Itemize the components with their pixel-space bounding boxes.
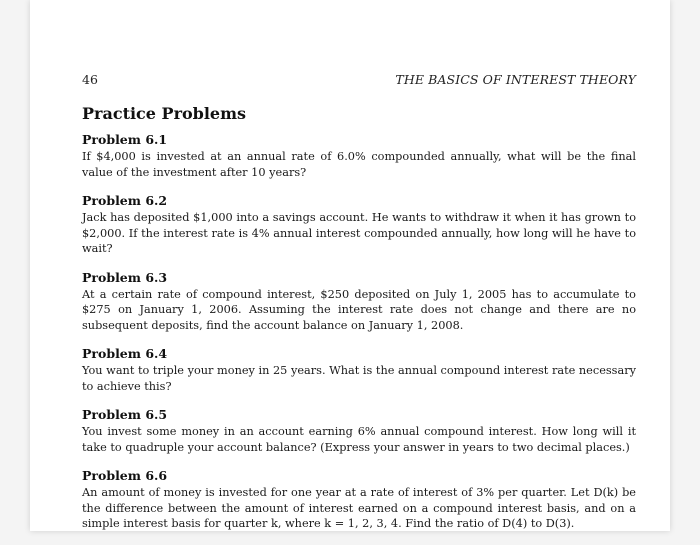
problem-6-2	[82, 193, 636, 257]
problem-title: Problem 6.3	[82, 269, 168, 285]
document-page	[30, 0, 670, 531]
problem-title: Problem 6.2	[82, 193, 168, 208]
problem-list	[82, 132, 636, 545]
page-number: 46	[82, 72, 98, 87]
problem-text: If $4,000 is invested at an annual rate of 6.0% compounded annually, what will be the final value of the investment after 10 years?	[82, 150, 636, 179]
problem-title: Problem 6.5	[82, 407, 168, 422]
problem-title: Problem 6.1	[82, 132, 168, 147]
problem-6-6	[82, 468, 636, 532]
problem-text: You want to triple your money in 25 years. What is the annual compound interest rate necessary to achieve this?	[82, 364, 636, 393]
problem-text: Jack has deposited $1,000 into a savings account. He wants to withdraw it when it has grown to $2,000. If the interest rate is 4% annual interest compounded annually, how long will he have to wait?	[82, 211, 636, 255]
problem-title: Problem 6.4	[82, 346, 168, 361]
running-head: THE BASICS OF INTEREST THEORY	[395, 72, 636, 87]
problem-6-4	[82, 346, 636, 394]
section-title: Practice Problems	[82, 104, 247, 123]
problem-6-1	[82, 132, 636, 180]
problem-6-5	[82, 407, 636, 455]
problem-text: At a certain rate of compound interest, $250 deposited on July 1, 2005 has to accumulate to $275 on January 1, 2006. Assuming the interest rate does not change and there are no subsequent deposits, find the account balance on January 1, 2008.	[82, 287, 636, 332]
problem-6-3	[82, 270, 636, 334]
problem-title: Problem 6.6	[82, 468, 168, 483]
page-header	[82, 72, 636, 88]
problem-text: You invest some money in an account earning 6% annual compound interest. How long will it take to quadruple your account balance? (Express your answer in years to two decimal places.)	[82, 425, 636, 454]
problem-text: An amount of money is invested for one year at a rate of interest of 3% per quarter. Let D(k) be the difference between the amount of interest earned on a compound interest basis, and on a simple interest basis for quarter k, where k = 1, 2, 3, 4. Find the ratio of D(4) to D(3).	[82, 486, 636, 530]
